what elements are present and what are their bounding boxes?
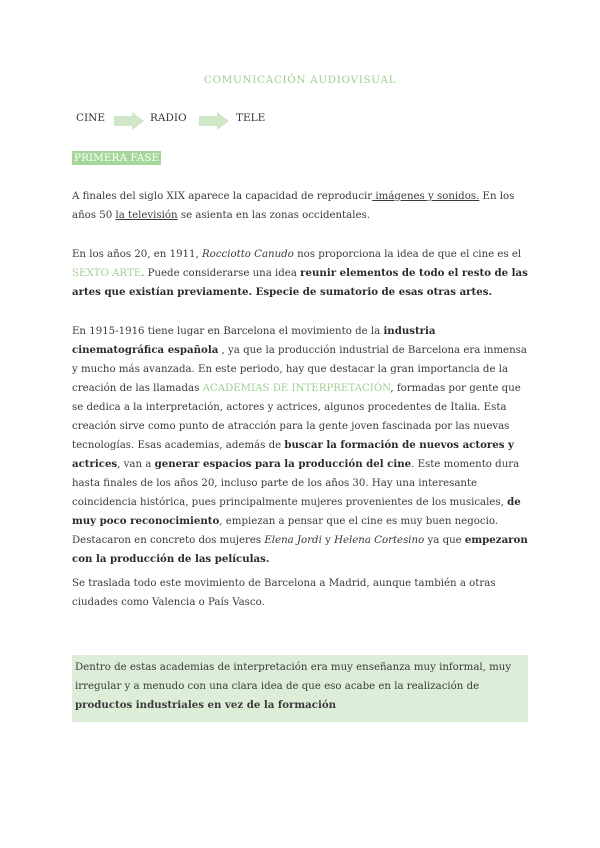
arrow-right-icon [199, 112, 229, 130]
paragraph-3: En 1915-1916 tiene lugar en Barcelona el movimiento de la industria cinematográfica española , ya que la producción industrial de Barcelona era inmensa y mucho más avanzada. En este periodo, hay que destacar la gran importancia de la creación de las llamadas ACADEMIAS DE INTERPRETACIÓN, formadas por gente que se dedica a la interpretación, actores y actrices, algunos procedentes de Italia. Esta creación sirve como punto de atracción para la gente joven fascinada por las nuevas tecnologías. Esas academias, además de buscar la formación de nuevos actores y actrices, van a generar espacios para la producción del cine. Este momento dura hasta finales de los años 20, incluso parte de los años 30. Hay una interesante coincidencia histórica, pues principalmente mujeres provenientes de los musicales, de muy poco reconocimiento, empiezan a pensar que el cine es muy buen negocio. Destacaron en concreto dos mujeres Elena Jordi y Helena Cortesino ya que empezaron con la producción de las películas. [72, 325, 528, 565]
paragraph-1: A finales del siglo XIX aparece la capacidad de reproducir imágenes y sonidos. En los años 50 la televisión se asienta en las zonas occidentales. [72, 191, 515, 221]
section-heading-primera-fase: PRIMERA FASE [74, 152, 160, 164]
highlighted-note: Dentro de estas academias de interpretación era muy enseñanza muy informal, muy irregular y a menudo con una clara idea de que eso acabe en la realización de productos industriales en vez de la formación [72, 655, 528, 722]
flow-step-tele: TELE [236, 112, 266, 124]
flow-step-radio: RADIO [150, 112, 187, 124]
paragraph-2: En los años 20, en 1911, Rocciotto Canudo nos proporciona la idea de que el cine es el SEXTO ARTE. Puede considerarse una idea reunir elementos de todo el resto de las artes que existían previamente. Especie de sumatorio de esas otras artes. [72, 249, 528, 298]
media-flow [76, 112, 316, 132]
flow-step-cine: CINE [76, 112, 106, 124]
arrow-right-icon [114, 112, 144, 130]
paragraph-4: Se traslada todo este movimiento de Barcelona a Madrid, aunque también a otras ciudades como Valencia o País Vasco. [72, 578, 496, 608]
document-title: COMUNICACIÓN AUDIOVISUAL [203, 74, 397, 86]
